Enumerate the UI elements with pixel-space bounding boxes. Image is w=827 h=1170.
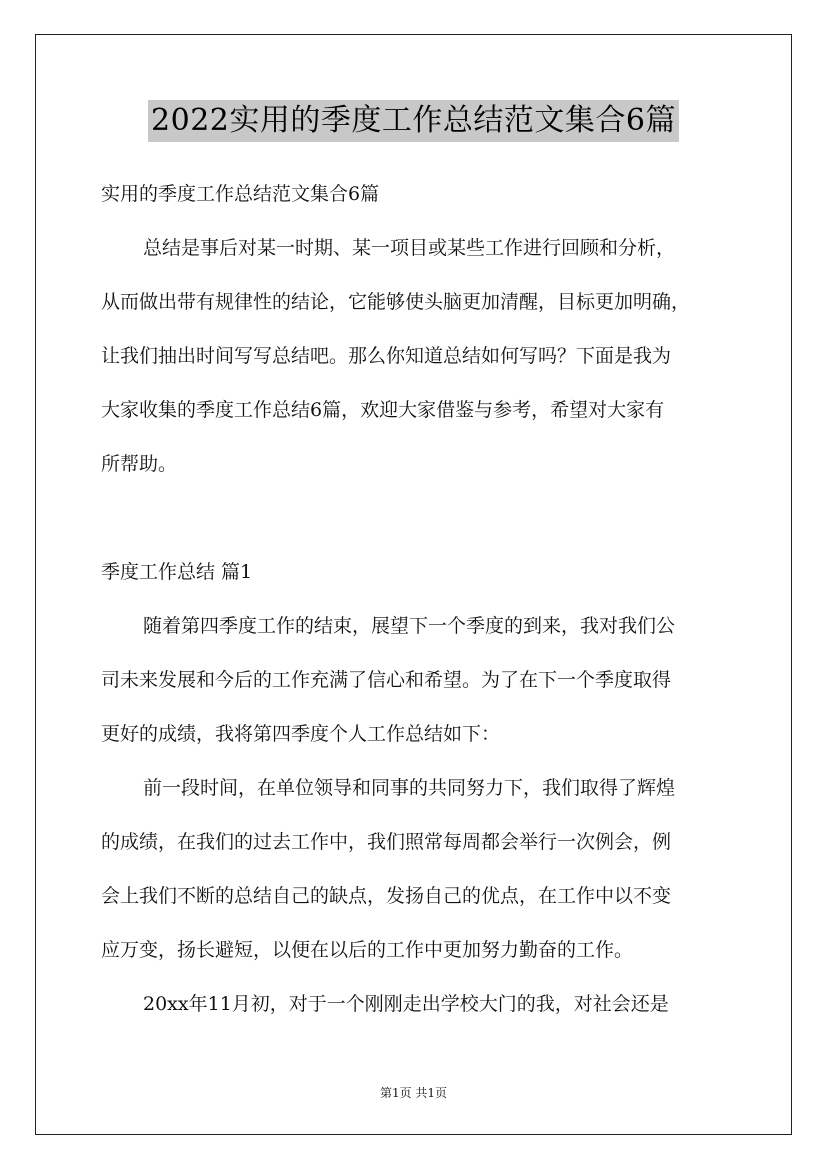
- paragraph-line: 随着第四季度工作的结束，展望下一个季度的到来，我对我们公: [143, 615, 676, 637]
- paragraph-line: 前一段时间，在单位领导和同事的共同努力下，我们取得了辉煌: [143, 777, 676, 799]
- paragraph-line: 司未来发展和今后的工作充满了信心和希望。为了在下一个季度取得: [101, 669, 672, 691]
- intro-line: 从而做出带有规律性的结论，它能够使头脑更加清醒，目标更加明确，: [101, 291, 691, 313]
- document-subtitle: 实用的季度工作总结范文集合6篇: [101, 183, 380, 205]
- title-wrap: [0, 100, 827, 142]
- paragraph-line: 的成绩，在我们的过去工作中，我们照常每周都会举行一次例会，例: [101, 831, 672, 853]
- paragraph-line: 应万变，扬长避短，以便在以后的工作中更加努力勤奋的工作。: [101, 939, 634, 961]
- intro-line: 总结是事后对某一时期、某一项目或某些工作进行回顾和分析，: [143, 237, 676, 259]
- section-heading: 季度工作总结 篇1: [101, 561, 253, 583]
- document-title: 2022实用的季度工作总结范文集合6篇: [148, 100, 679, 142]
- paragraph-line: 20xx年11月初，对于一个刚刚走出学校大门的我，对社会还是: [143, 993, 669, 1015]
- page-footer: 第1页 共1页: [379, 1086, 448, 1100]
- paragraph-line: 更好的成绩，我将第四季度个人工作总结如下：: [101, 723, 501, 745]
- intro-line: 大家收集的季度工作总结6篇，欢迎大家借鉴与参考，希望对大家有: [101, 399, 665, 421]
- paragraph-line: 会上我们不断的总结自己的缺点，发扬自己的优点，在工作中以不变: [101, 885, 672, 907]
- intro-line: 所帮助。: [101, 453, 178, 475]
- intro-line: 让我们抽出时间写写总结吧。那么你知道总结如何写吗？下面是我为: [101, 345, 672, 367]
